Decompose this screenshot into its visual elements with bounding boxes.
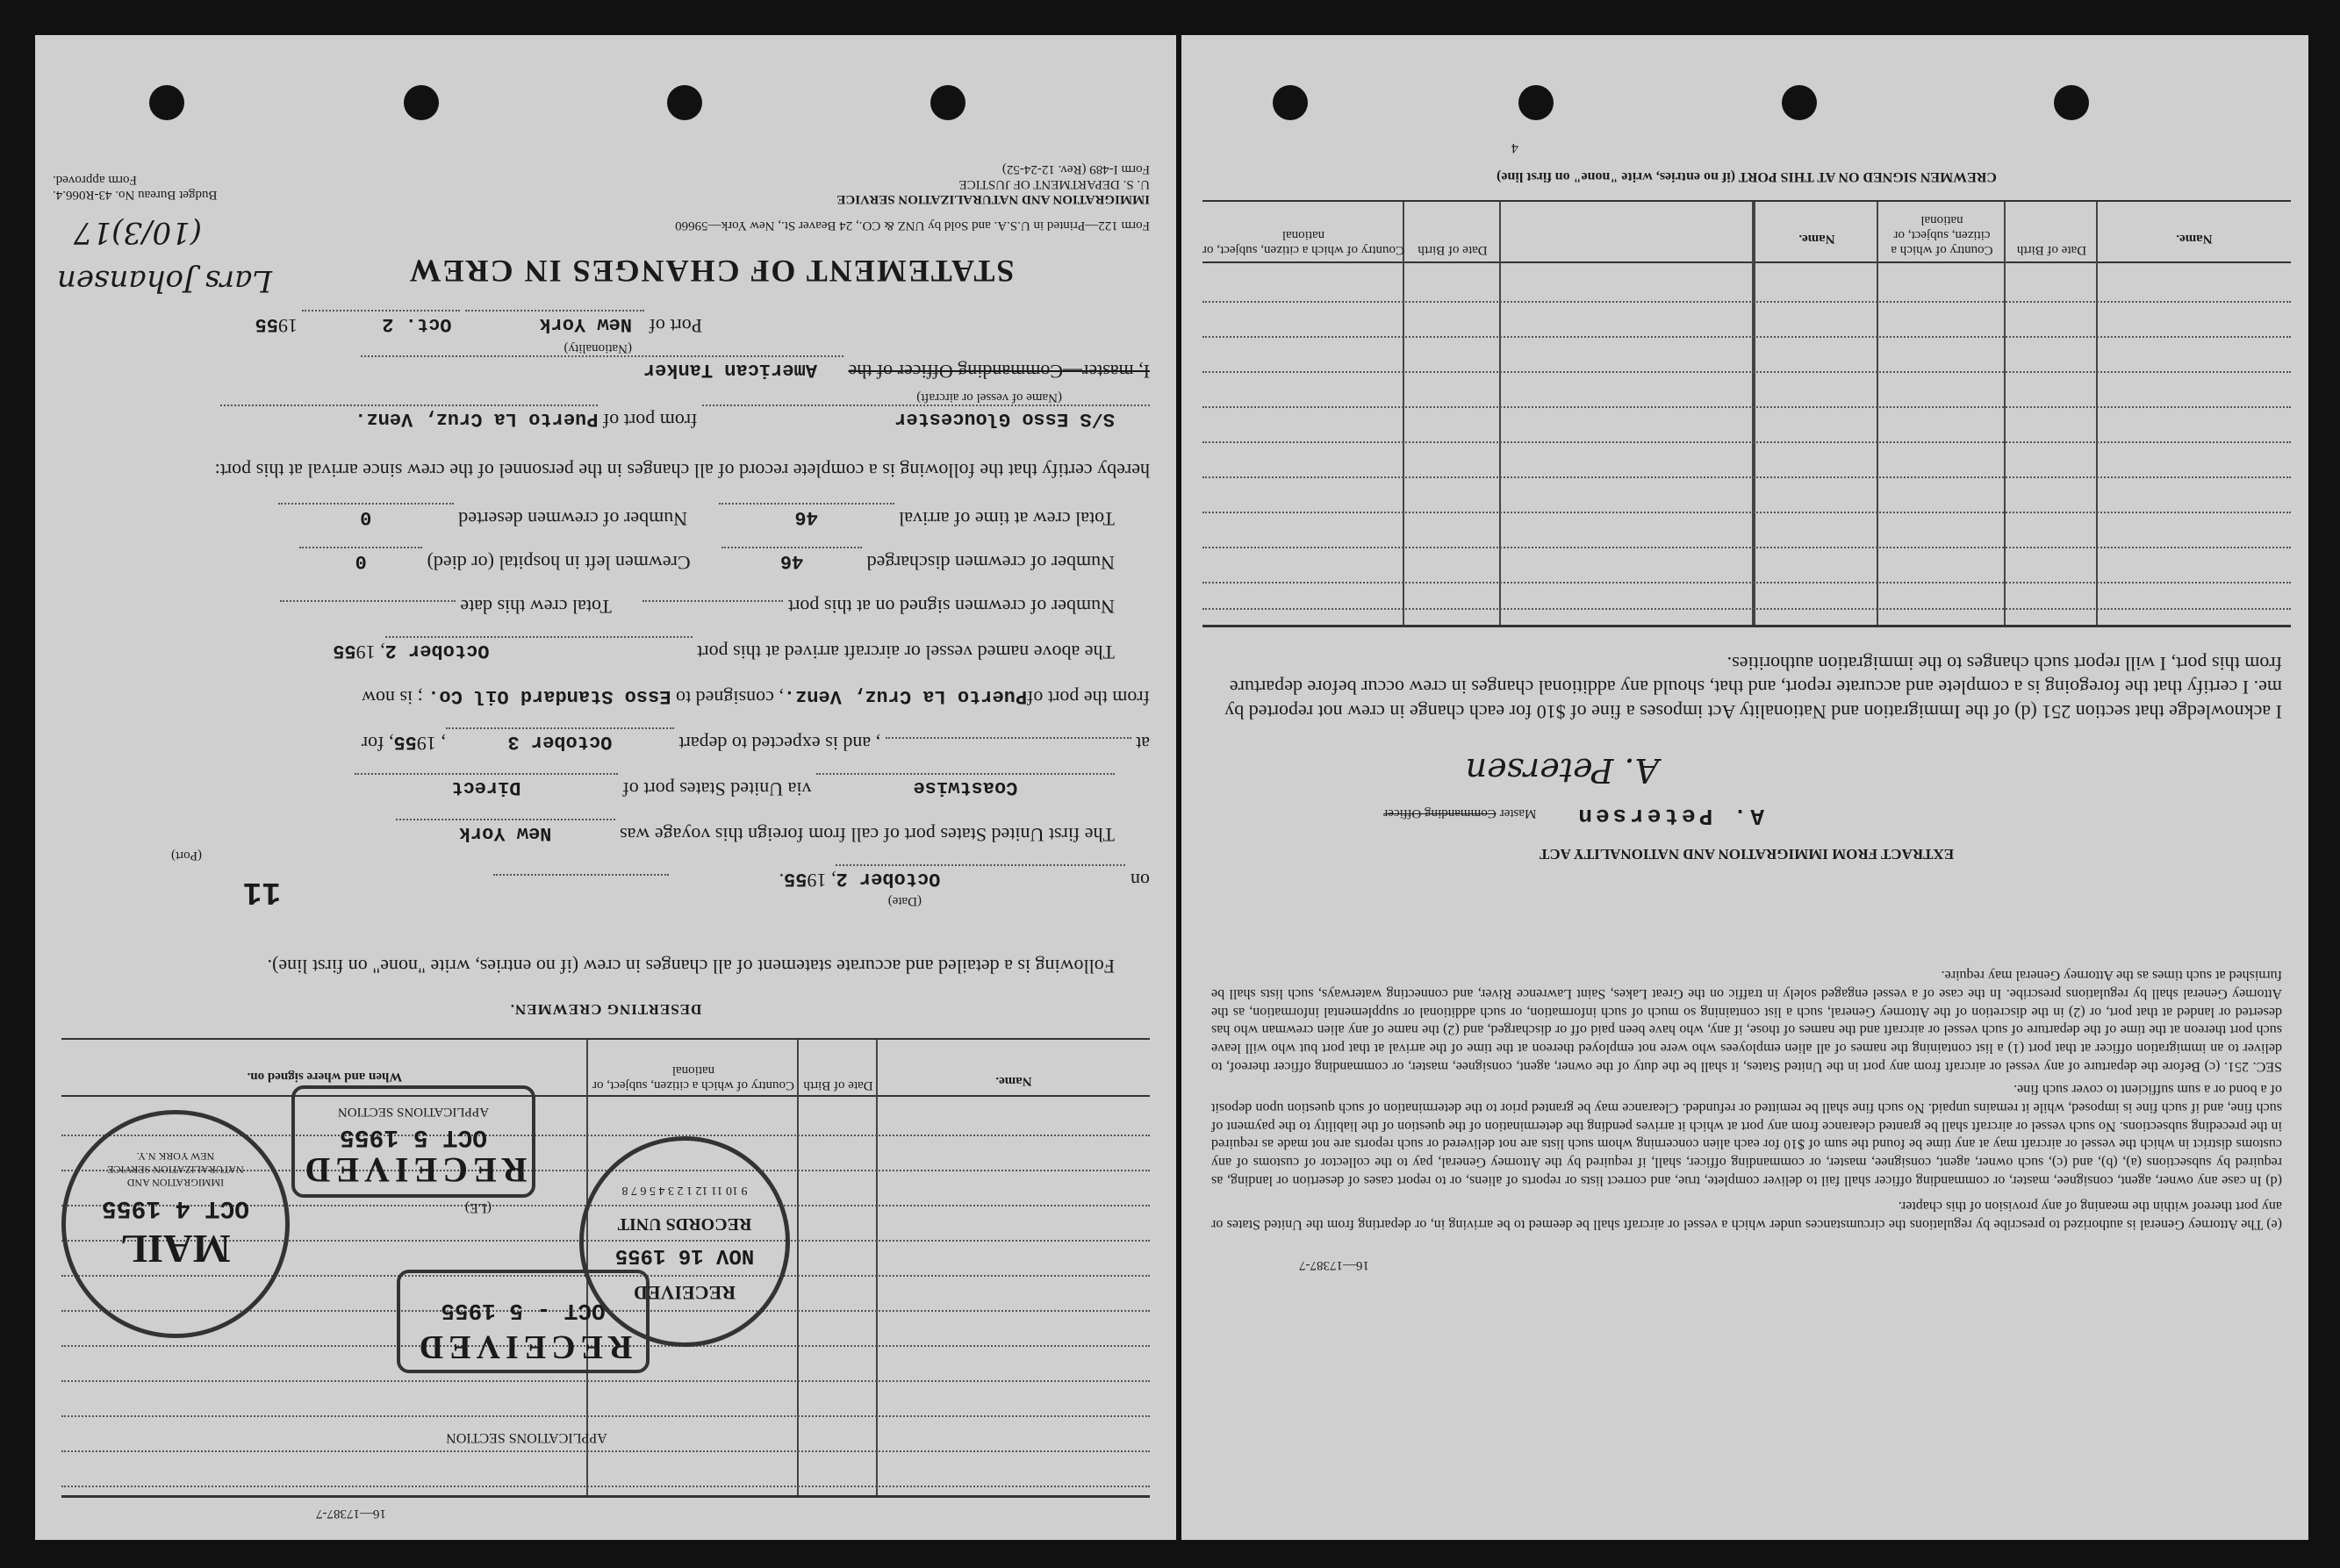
header-country-2: Country of which a citizen, subject, or national	[1202, 228, 1404, 257]
via-value: Direct	[355, 774, 618, 800]
date-value: Oct. 2	[303, 311, 461, 337]
header-country-1: Country of which a citizen, subject, or national	[1891, 213, 1993, 257]
mail-stamp-ring: IMMIGRATION AND NATURALIZATION SERVICE NEW YORK N.Y.	[107, 1150, 244, 1189]
year-value: 55	[255, 313, 278, 335]
on-year-prefix: 19	[807, 870, 827, 891]
total-crew-value: 46	[719, 504, 894, 530]
punch-hole	[149, 85, 184, 120]
arrived-value: October 2	[385, 637, 693, 663]
received-stamp-2-word: RECEIVED	[413, 1328, 633, 1365]
hospital-value: 0	[299, 548, 422, 574]
arrived-line: The above named vessel or aircraft arrived at this port October 2, 1955	[61, 637, 1115, 665]
first-port-label: The first United States port of call from foreign this voyage was	[620, 824, 1115, 846]
form-id: Form I-489	[1089, 162, 1150, 176]
punch-hole	[1273, 85, 1308, 120]
total-crew-label: Total crew at time of arrival	[899, 508, 1115, 530]
mail-stamp-date: OCT 4 1955	[101, 1194, 250, 1221]
for-label: for	[361, 733, 384, 755]
arrived-label: The above named vessel or aircraft arrived at this port	[697, 641, 1115, 663]
from-port2-value: Puerto La Cruz, Venz.	[783, 685, 1028, 707]
deserted-label: Number of crewmen deserted	[458, 508, 688, 530]
extract-title: EXTRACT FROM IMMIGRATION AND NATIONALITY ACT	[1539, 846, 1955, 863]
from-port-label: from port of	[602, 410, 698, 432]
on-date-line: on October 2, 1955.	[53, 865, 1150, 893]
punch-hole	[1518, 85, 1554, 120]
first-port-value: New York	[396, 820, 615, 846]
header-dob-2: Date of Birth	[1418, 243, 1488, 257]
records-stamp-hours: 9 10 11 12 1 2 3 4 5 6 7 8	[621, 1184, 748, 1197]
header-country: Country of which a citizen, subject, or national	[592, 1063, 794, 1092]
on-value: October 2	[836, 865, 1126, 891]
from-port-value: Puerto La Cruz, Venz.	[220, 405, 598, 432]
mail-stamp-word: MAIL	[120, 1227, 231, 1271]
page-title: STATEMENT OF CHANGES IN CREW	[407, 254, 1015, 289]
form-approved: Form approved.	[53, 173, 137, 187]
received-stamp-1-section: APPLICATIONS SECTION	[337, 1105, 490, 1119]
header-name-1: Name.	[2176, 232, 2213, 246]
acknowledge-text: I acknowledge that section 251 (d) of the Immigration and Nationality Act imposes a fine of $10 for each change in crew not reported by me. I certify that the foregoing is a complete and accurate report, and that, should any additional changes in crew occur before departure from this port, I will report such changes to the immigration authorities.	[1224, 653, 2282, 723]
port-sub-label: (Port)	[171, 848, 202, 863]
nationality-label: (Nationality)	[563, 341, 632, 355]
for-value: Coastwise	[816, 774, 1115, 800]
discharged-label: Number of crewmen discharged	[866, 552, 1115, 574]
punch-hole	[930, 85, 965, 120]
crew-counts-row-1	[61, 504, 1115, 532]
punch-hole	[2054, 85, 2089, 120]
form-number: 16—17387-7	[1299, 1258, 1369, 1272]
received-stamp-2-date: OCT - 5 1955	[441, 1298, 606, 1324]
at-label: at	[1136, 733, 1150, 755]
port-value: New York	[465, 311, 644, 337]
vessel-value: S/S Esso Gloucester	[702, 405, 1150, 432]
budget-number: Budget Bureau No. 43-R066.4.	[53, 188, 218, 202]
signed-on-title: CREWMEN SIGNED ON AT THIS PORT (if no entries, write "none" on first line)	[1497, 169, 1997, 184]
via-line	[61, 774, 1115, 802]
depart-label: , and is expected to depart	[678, 733, 881, 755]
vessel-label: (Name of vessel or aircraft)	[916, 390, 1062, 405]
from-port-line: from the port ofPuerto La Cruz, Venz., consigned to Esso Standard Oil Co. ; is now	[362, 685, 1150, 709]
master-line	[53, 356, 1150, 384]
records-unit-stamp	[579, 1136, 790, 1347]
master-label: Master	[1499, 806, 1537, 820]
arrived-year-prefix: 19	[355, 641, 376, 663]
mail-stamp	[61, 1110, 290, 1338]
hospital-label: Crewmen left in hospital (or died)	[427, 552, 691, 574]
year-prefix: 19	[278, 315, 298, 337]
header-dob-1: Date of Birth	[2016, 243, 2087, 257]
received-stamp-2-section: APPLICATIONS SECTION	[446, 1430, 607, 1445]
depart-line: at , and is expected to depart October 3, 1955, for	[53, 728, 1150, 756]
department-name: U. S. DEPARTMENT OF JUSTICE	[958, 177, 1150, 191]
first-port-line	[61, 820, 1115, 848]
header-date-of-birth: Date of Birth	[803, 1078, 873, 1092]
form-rev: (Rev. 12-24-52)	[1001, 162, 1087, 176]
records-stamp-unit: RECORDS UNIT	[617, 1214, 752, 1234]
records-stamp-date: NOV 16 1955	[614, 1243, 755, 1267]
records-stamp-word: RECEIVED	[633, 1282, 736, 1304]
punch-hole	[1782, 85, 1817, 120]
port-label: Port of	[649, 315, 702, 337]
is-now-label: ; is now	[362, 687, 423, 709]
punch-hole	[404, 85, 439, 120]
received-stamp-1-code: (LE)	[464, 1200, 492, 1215]
handwritten-date: (10/3)17	[73, 215, 202, 250]
on-label: on	[1131, 870, 1150, 891]
nationality-value: American Tanker	[361, 356, 843, 383]
master-label: I, master—Commanding Officer of the	[848, 361, 1150, 383]
punch-hole	[667, 85, 702, 120]
deserted-value: 0	[278, 504, 454, 530]
right-page	[1181, 35, 2308, 1540]
depart-year: 55	[393, 731, 417, 753]
from-port2-label: from the port of	[1027, 687, 1150, 709]
master-name: A. Petersen	[1575, 803, 1764, 829]
crew-counts-row-3	[61, 595, 1115, 619]
via-label: via United States port of	[622, 778, 812, 800]
certify-text: hereby certify that the following is a complete record of all changes in the personnel of the crew since arrival at this port:	[214, 460, 1150, 482]
header-signed-on: When and where signed on.	[247, 1070, 403, 1084]
master-signature: A. Petersen	[1465, 751, 1659, 790]
page-count: 11	[242, 874, 281, 910]
received-stamp-1-word: RECEIVED	[299, 1150, 528, 1190]
extract-sec-251c: SEC. 251. (c) Before the departure of any vessel or aircraft from any port in the United States, it shall be the duty of the owner, agent, consignee, master, or commanding officer thereof, to deliver to an immigration officer at that port (1) a list containing the names of all alien employees who were not employed thereon at the time of the arrival at that port but who will leave such port thereon at the time of the departure of such vessel or aircraft and the names of those, if any, who have been paid off or discharged, and (2) the name of any alien crewman who has deserted or landed at that port, or (2) in the discretion of the Attorney General, such a list containing so much of such information, or such additional or supplemental information, as the Attorney General shall by regulations prescribe. In the case of a vessel engaged solely in traffic on the Great Lakes, Saint Lawrence River, and connecting waterways, such lists shall be furnished at such times as the Attorney General may require.	[1211, 968, 2282, 1074]
page-number: 4	[1511, 140, 1518, 155]
total-date-label: Total crew this date	[460, 596, 612, 618]
left-page-content	[35, 35, 1176, 1540]
handwritten-signature: Lars Johansen	[57, 263, 272, 298]
master-block	[1383, 803, 1764, 829]
received-stamp-1	[291, 1085, 535, 1198]
printer-line: Form 122—Printed in U.S.A. and Sold by UNZ & CO., 24 Beaver St., New York—59660	[675, 218, 1150, 233]
consigned-label: consigned to	[676, 687, 774, 709]
on-year: 55	[784, 868, 808, 890]
deserting-title: DESERTING CREWMEN.	[509, 1001, 702, 1018]
consigned-value: Esso Standard Oil Co.	[427, 685, 671, 707]
budget-block	[53, 172, 263, 202]
discharged-value: 46	[721, 548, 862, 574]
crew-counts-row-2	[61, 548, 1115, 576]
left-page	[35, 35, 1176, 1540]
header-name-2: Name.	[1798, 232, 1835, 246]
signed-on-label: Number of crewmen signed on at this port	[787, 596, 1115, 618]
port-line	[255, 311, 702, 339]
form-header	[693, 161, 1150, 206]
arrived-year: 55	[333, 640, 356, 662]
agency-name: IMMIGRATION AND NATURALIZATION SERVICE	[836, 192, 1150, 206]
vessel-line	[53, 405, 1150, 433]
master-strike: Commanding Officer	[1383, 806, 1497, 820]
received-stamp-1-date: OCT 5 1955	[339, 1123, 488, 1150]
header-name: Name.	[995, 1074, 1032, 1088]
right-page-content	[1181, 35, 2308, 1540]
depart-value: October 3	[446, 728, 674, 755]
form-number-bottom: 16—17387-7	[316, 1507, 386, 1521]
depart-year-prefix: 19	[416, 733, 436, 755]
following-text: Following is a detailed and accurate statement of all changes in crew (if no entries, write "none" on first line).	[267, 956, 1115, 977]
extract-sec-251d: (d) In case any owner, agent, consignee, master, or commanding officer shall fail to deliver complete, true, and correct lists or reports of aliens, or to report cases of desertion or landing, as required by subsections (a), (b), and (c), such owner, agent, consignee, master, or commanding officer, shall, if required by the Attorney General, pay to the collector of customs of any customs district in which the vessel or aircraft may at any time be found the sum of $10 for each alien concerning whom such lists are not delivered or such reports are not made as required in the preceding subsections. No such vessel or aircraft shall be granted clearance from any port at which it arrives pending the determination of the question of the liability to the payment of such fine, and if such fine is imposed, while it remains unpaid. No such fine shall be remitted or refunded. Clearance may be granted prior to the determination of such question upon deposit of a bond or a sum sufficient to cover such fine.	[1211, 1082, 2282, 1188]
extract-sec-251e: (e) The Attorney General is authorized to prescribe by regulations the circumstances under which a vessel or aircraft shall be deemed to be arriving in, or departing from the United States or any port thereof within the meaning of any provision of this chapter.	[1211, 1199, 2282, 1232]
date-sub-label: (Date)	[887, 894, 922, 908]
